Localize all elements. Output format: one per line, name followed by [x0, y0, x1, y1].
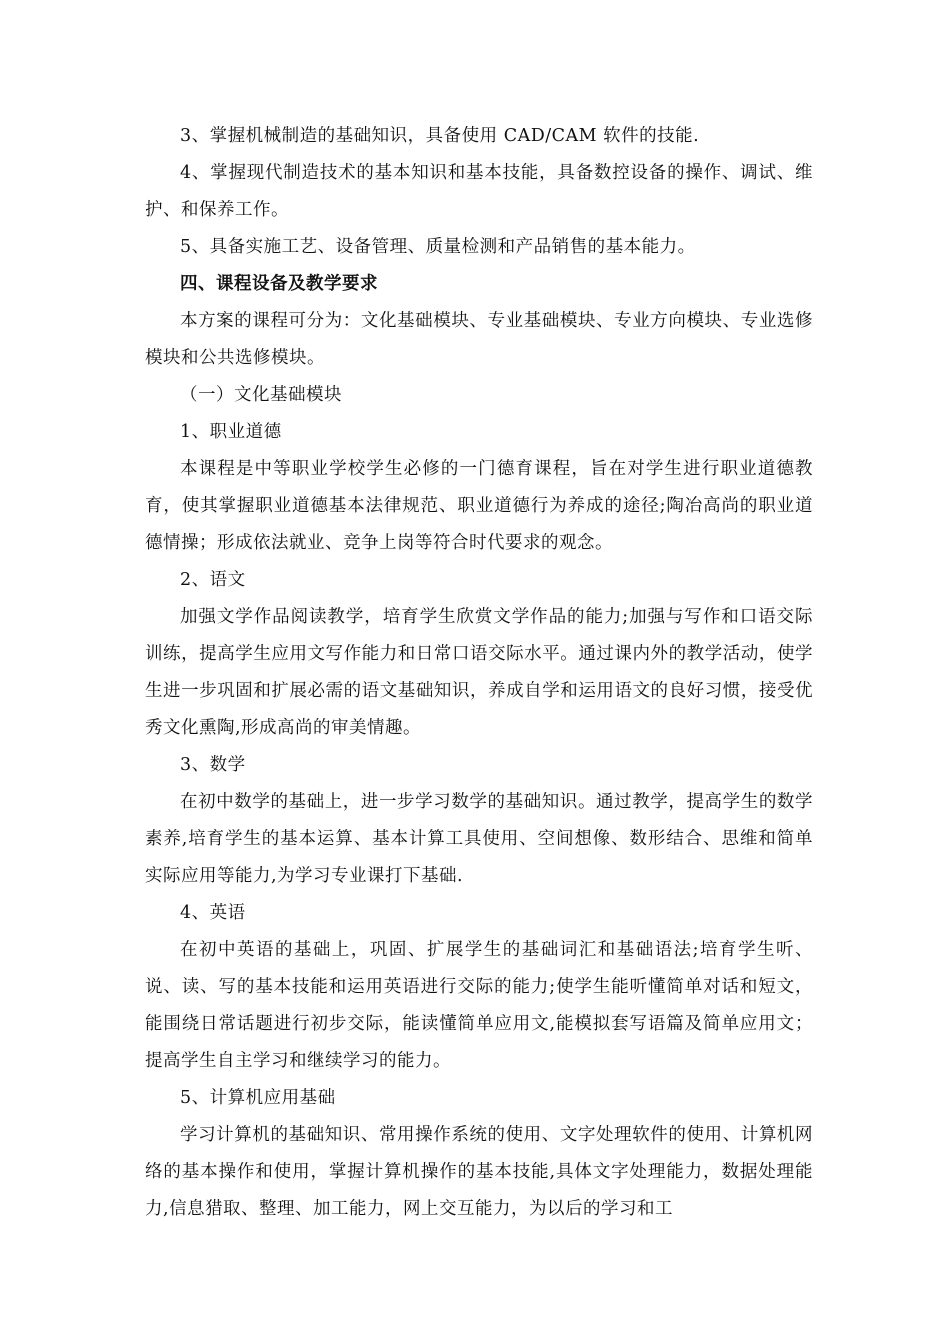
paragraph-item-3: 3、掌握机械制造的基础知识，具备使用 CAD/CAM 软件的技能. [180, 126, 700, 146]
course-title-ethics: 1、职业道德 [180, 422, 282, 442]
paragraph-item-4: 4、掌握现代制造技术的基本知识和基本技能，具备数控设备的操作、调试、维护、和保养工作。 [145, 163, 813, 220]
document-body [145, 118, 813, 1228]
course-title-chinese: 2、语文 [180, 570, 246, 590]
course-desc-computer: 学习计算机的基础知识、常用操作系统的使用、文字处理软件的使用、计算机网络的基本操作和使用，掌握计算机操作的基本技能,具体文字处理能力，数据处理能力,信息猎取、整理、加工能力，网上交互能力，为以后的学习和工 [145, 1125, 813, 1219]
course-desc-math: 在初中数学的基础上，进一步学习数学的基础知识。通过教学，提高学生的数学素养,培育学生的基本运算、基本计算工具使用、空间想像、数形结合、思维和简单实际应用等能力,为学习专业课打下基础. [145, 792, 813, 886]
subsection-heading-1: （一）文化基础模块 [180, 385, 342, 405]
course-title-math: 3、数学 [180, 755, 246, 775]
section-heading-4: 四、课程设备及教学要求 [180, 274, 378, 294]
course-desc-ethics: 本课程是中等职业学校学生必修的一门德育课程，旨在对学生进行职业道德教育，使其掌握职业道德基本法律规范、职业道德行为养成的途径;陶冶高尚的职业道德情操；形成依法就业、竞争上岗等符合时代要求的观念。 [145, 459, 813, 553]
course-desc-chinese: 加强文学作品阅读教学，培育学生欣赏文学作品的能力;加强与写作和口语交际训练，提高学生应用文写作能力和日常口语交际水平。通过课内外的教学活动，使学生进一步巩固和扩展必需的语文基础知识，养成自学和运用语文的良好习惯，接受优秀文化熏陶,形成高尚的审美情趣。 [145, 607, 813, 738]
course-title-english: 4、英语 [180, 903, 246, 923]
paragraph-item-5: 5、具备实施工艺、设备管理、质量检测和产品销售的基本能力。 [180, 237, 696, 257]
course-desc-english: 在初中英语的基础上，巩固、扩展学生的基础词汇和基础语法;培育学生听、说、读、写的基本技能和运用英语进行交际的能力;使学生能听懂简单对话和短文，能围绕日常话题进行初步交际，能读懂简单应用文,能模拟套写语篇及简单应用文；提高学生自主学习和继续学习的能力。 [145, 940, 813, 1071]
paragraph-intro: 本方案的课程可分为：文化基础模块、专业基础模块、专业方向模块、专业选修模块和公共选修模块。 [145, 311, 813, 368]
course-title-computer: 5、计算机应用基础 [180, 1088, 336, 1108]
